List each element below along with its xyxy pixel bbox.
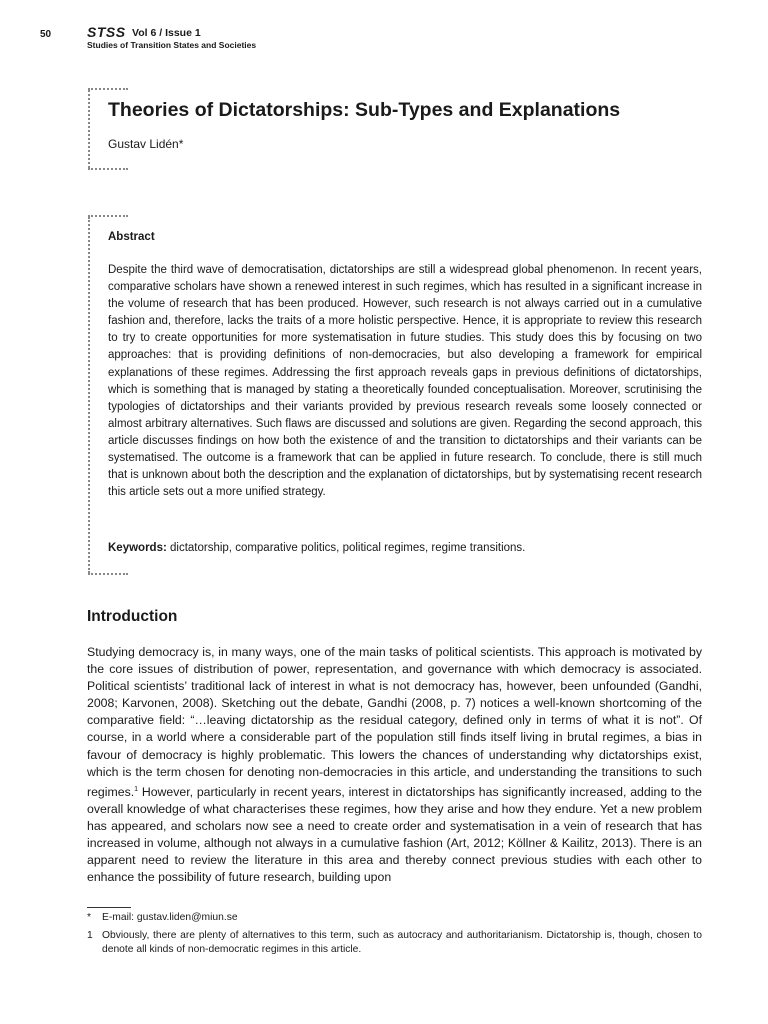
footnote-mark: * <box>87 912 92 923</box>
abstract-left-dots <box>88 217 90 573</box>
introduction-text-continued: However, particularly in recent years, interest in dictatorships has significantly increased, adding to the overall knowledge of what characterises these regimes, how they arise and how they endure. Yet a new problem has appeared, and scholars now see a need to create order and systematisation in a vein of research that has increased in volume, although not always in a cumulative fashion (Art, 2012; Köllner & Kailitz, 2013). There is an apparent need to review the literature in this area and thereby connect previous studies with each other to enhance the possibility of future research, building upon <box>87 784 702 885</box>
abstract-bottom-dots <box>88 573 128 575</box>
introduction-heading: Introduction <box>87 608 178 625</box>
footnote-rule <box>87 907 131 908</box>
footnote-text: E-mail: gustav.liden@miun.se <box>102 912 238 923</box>
page-number: 50 <box>40 29 52 40</box>
abstract-body: Despite the third wave of democratisation, dictatorships are still a widespread global phenomenon. In recent years, comparative scholars have shown a renewed interest in such regimes, which has resulted in a significant increase in the volume of research that has been produced. However, such research is not always carried out in a cumulative fashion and, therefore, lacks the traits of a more holistic perspective. Hence, it is appropriate to review this research to try to create opportunities for more systematisation in future studies. This study does this by focusing on two approaches: that is providing definitions of non-democracies, but also developing a framework for empirical explanations of these regimes. Addressing the first approach reveals gaps in previous definitions of dictatorships, which is something that is managed by stating a theoretically founded conceptualisation. Moreover, scrutinising the typologies of dictatorships and their variants provided by previous research reveals some loosely connected or almost arbitrary alternatives. Such flaws are discussed and solutions are given. Regarding the second approach, this article discusses findings on how both the existence of and the transition to dictatorships and their variants can be systematised. The outcome is a framework that can be applied in future research. To conclude, there is still much that is unknown about both the description and the explanation of dictatorships, but by systematising recent research this article sets out a more unified strategy. <box>108 264 702 499</box>
footnote-author-email <box>87 911 702 925</box>
footnote-mark: 1 <box>87 930 93 941</box>
article-title: Theories of Dictatorships: Sub-Types and Explanations <box>108 99 621 121</box>
footnote-reference[interactable]: 1 <box>134 785 139 793</box>
footnote-text: Obviously, there are plenty of alternatives to this term, such as autocracy and authoritarianism. Dictatorship is, though, chosen to denote all kinds of non-democratic regimes in this article. <box>102 930 702 955</box>
journal-issue: Vol 6 / Issue 1 <box>132 27 201 39</box>
introduction-body <box>87 644 702 886</box>
abstract-heading: Abstract <box>108 231 155 243</box>
author-name: Gustav Lidén* <box>108 137 184 151</box>
keywords-label: Keywords: <box>108 542 167 554</box>
abstract-top-dots <box>88 215 128 217</box>
title-top-dots <box>88 88 128 90</box>
title-bottom-dots <box>88 168 128 170</box>
keywords-list: dictatorship, comparative politics, political regimes, regime transitions. <box>166 542 526 554</box>
keywords <box>108 542 702 554</box>
footnote-1 <box>87 929 702 957</box>
introduction-text: Studying democracy is, in many ways, one of the main tasks of political scientists. This approach is motivated by the core issues of distribution of power, representation, and governance with which democracy is associated. Political scientists’ traditional lack of interest in what is not democracy has, however, been unfounded (Gandhi, 2008; Karvonen, 2008). Sketching out the debate, Gandhi (2008, p. 7) notices a well-known shortcoming of the comparative field: “…leaving dictatorship as the residual category, defined only in terms of what it is not”. Of course, in a world where a considerable part of the population still finds itself living in brutal regimes, a bias in favour of democracy is highly problematic. This lowers the chances of understanding why dictatorships exist, which is the term chosen for denoting non-democracies in this article, and understanding the transitions to such regimes. <box>87 645 702 799</box>
journal-logo: STSS <box>87 24 126 40</box>
journal-name: Studies of Transition States and Societies <box>87 40 257 50</box>
title-left-dots <box>88 90 90 168</box>
